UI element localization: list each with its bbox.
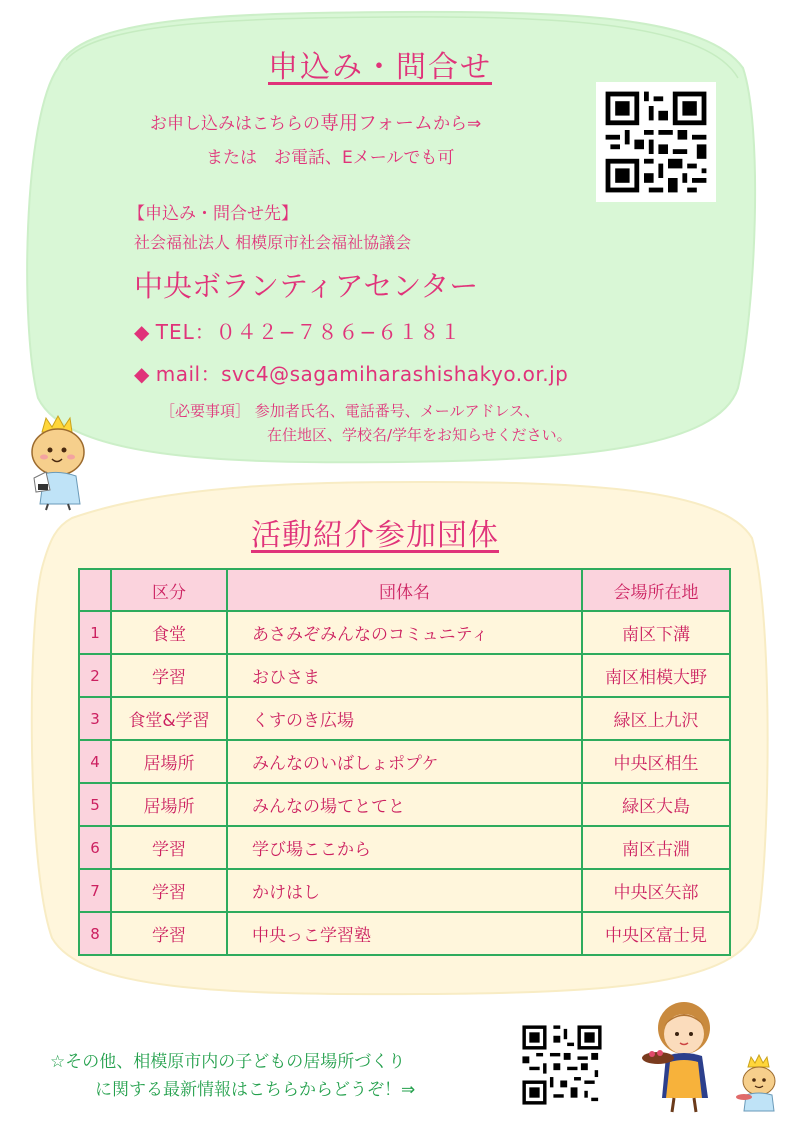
row-group-name: かけはし [227, 869, 582, 912]
organization-name: 社会福祉法人 相模原市社会福祉協議会 [134, 233, 412, 252]
tel-number[interactable]: TEL：０４２−７８６−６１８１ [155, 320, 462, 344]
row-group-name: みんなのいばしょポプケ [227, 740, 582, 783]
groups-heading: 活動紹介参加団体 [251, 518, 499, 553]
phone-email-note: または お電話、Eメールでも可 [206, 148, 455, 168]
row-number: 8 [79, 912, 111, 955]
table-row [79, 654, 730, 697]
table-row [79, 912, 730, 955]
row-category: 居場所 [111, 783, 227, 826]
row-number: 7 [79, 869, 111, 912]
row-number: 2 [79, 654, 111, 697]
tel-line [134, 316, 461, 345]
form-instruction-pre: お申し込みはこちらの [150, 114, 320, 134]
row-category: 学習 [111, 912, 227, 955]
mail-address[interactable]: mail：svc4@sagamiharashishakyo.or.jp [155, 362, 569, 386]
mail-bullet: ◆ [134, 362, 150, 386]
row-number: 5 [79, 783, 111, 826]
crown-character-illustration [20, 412, 90, 512]
contact-heading: 申込み・問合せ [268, 50, 492, 85]
table-row [79, 697, 730, 740]
groups-table [78, 568, 731, 956]
row-group-name: 中央っこ学習塾 [227, 912, 582, 955]
required-label: ［必要事項］ [160, 402, 251, 420]
row-category: 食堂&学習 [111, 697, 227, 740]
table-row [79, 611, 730, 654]
footer-line-1: ☆その他、相模原市内の子どもの居場所づくり [50, 1052, 406, 1072]
row-location: 南区相模大野 [582, 654, 730, 697]
table-row [79, 740, 730, 783]
row-number: 1 [79, 611, 111, 654]
row-location: 中央区矢部 [582, 869, 730, 912]
column-header-location: 会場所在地 [582, 569, 730, 611]
required-line-1: 参加者氏名、電話番号、メールアドレス、 [254, 402, 540, 420]
form-qr-code[interactable] [596, 82, 716, 202]
form-instruction-post: から⇒ [433, 114, 482, 134]
info-qr-code[interactable] [519, 1022, 605, 1108]
table-row [79, 826, 730, 869]
column-header-category: 区分 [111, 569, 227, 611]
form-instruction [150, 108, 481, 135]
row-location: 中央区相生 [582, 740, 730, 783]
row-category: 食堂 [111, 611, 227, 654]
row-group-name: くすのき広場 [227, 697, 582, 740]
column-header-group-name: 団体名 [227, 569, 582, 611]
center-name: 中央ボランティアセンター [134, 269, 479, 303]
row-location: 南区下溝 [582, 611, 730, 654]
required-items [160, 400, 540, 421]
row-group-name: おひさま [227, 654, 582, 697]
row-category: 居場所 [111, 740, 227, 783]
column-header-number [79, 569, 111, 611]
row-category: 学習 [111, 826, 227, 869]
table-header-row [79, 569, 730, 611]
row-category: 学習 [111, 869, 227, 912]
row-location: 緑区大島 [582, 783, 730, 826]
row-location: 中央区富士見 [582, 912, 730, 955]
form-link[interactable]: 専用フォーム [320, 112, 434, 134]
girl-with-cake-illustration [638, 998, 724, 1116]
row-group-name: あさみぞみんなのコミュニティ [227, 611, 582, 654]
row-number: 3 [79, 697, 111, 740]
tel-bullet: ◆ [134, 320, 150, 344]
mail-line [134, 358, 568, 387]
row-number: 6 [79, 826, 111, 869]
table-row [79, 783, 730, 826]
row-location: 南区古淵 [582, 826, 730, 869]
table-row [79, 869, 730, 912]
row-group-name: みんなの場てとてと [227, 783, 582, 826]
row-group-name: 学び場ここから [227, 826, 582, 869]
row-location: 緑区上九沢 [582, 697, 730, 740]
footer-line-2: に関する最新情報はこちらからどうぞ！⇒ [95, 1080, 416, 1100]
contact-section-label: 【申込み・問合せ先】 [128, 204, 298, 224]
row-category: 学習 [111, 654, 227, 697]
required-line-2: 在住地区、学校名/学年をお知らせください。 [267, 426, 572, 444]
row-number: 4 [79, 740, 111, 783]
small-crown-character-illustration [734, 1053, 782, 1115]
